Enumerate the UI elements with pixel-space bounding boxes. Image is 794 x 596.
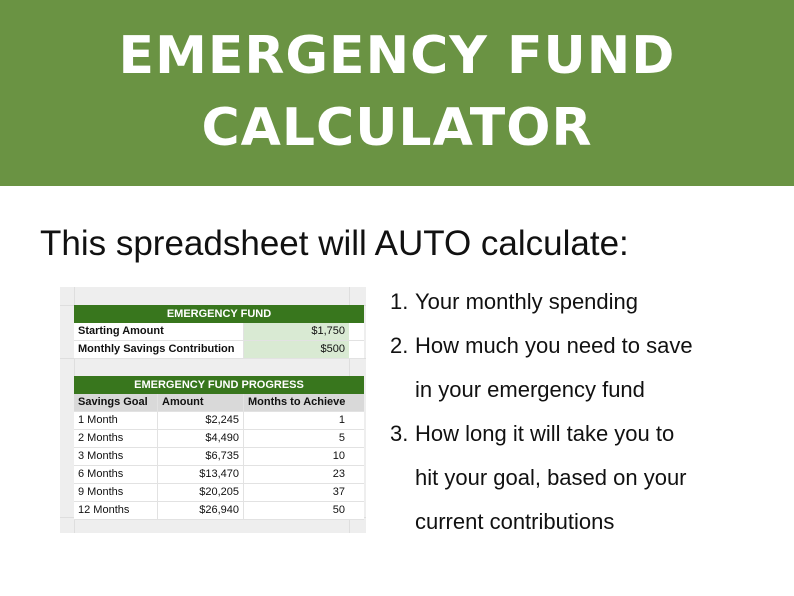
months-cell: 1 — [338, 414, 345, 426]
table-row — [74, 484, 364, 502]
title-banner — [0, 0, 794, 186]
list-item — [390, 280, 790, 324]
savings-goal-cell: 9 Months — [74, 484, 158, 501]
table-row — [74, 466, 364, 484]
list-text: How long it will take you to — [415, 421, 675, 446]
banner-title-line-1: EMERGENCY FUND — [118, 26, 676, 86]
savings-goal-cell: 3 Months — [74, 448, 158, 465]
amount-cell: $20,205 — [158, 484, 244, 501]
list-text: How much you need to save — [415, 333, 693, 358]
months-cell: 5 — [338, 432, 345, 444]
months-cell: 50 — [332, 504, 345, 516]
table-row — [74, 448, 364, 466]
table-row — [74, 430, 364, 448]
amount-cell: $2,245 — [158, 412, 244, 429]
savings-goal-cell: 6 Months — [74, 466, 158, 483]
starting-amount-row — [74, 323, 364, 341]
amount-cell: $26,940 — [158, 502, 244, 519]
subtitle: This spreadsheet will AUTO calculate: — [40, 224, 629, 263]
savings-goal-cell: 1 Month — [74, 412, 158, 429]
banner-title-line-2: CALCULATOR — [201, 98, 593, 158]
savings-goal-cell: 2 Months — [74, 430, 158, 447]
months-cell: 10 — [332, 450, 345, 462]
feature-list — [390, 280, 790, 544]
progress-table — [74, 376, 364, 520]
progress-header: EMERGENCY FUND PROGRESS — [74, 376, 364, 394]
amount-cell: $4,490 — [158, 430, 244, 447]
column-header-months: Months to Achieve — [244, 394, 349, 411]
spreadsheet-preview — [60, 287, 366, 533]
amount-cell: $6,735 — [158, 448, 244, 465]
list-number: 2. — [390, 333, 409, 358]
months-cell: 23 — [332, 468, 345, 480]
savings-goal-cell: 12 Months — [74, 502, 158, 519]
progress-column-headers — [74, 394, 364, 412]
list-text: Your monthly spending — [415, 289, 639, 314]
column-header-amount: Amount — [158, 394, 244, 411]
table-row — [74, 412, 364, 430]
starting-amount-label: Starting Amount — [74, 323, 244, 340]
table-row — [74, 502, 364, 520]
monthly-contribution-value: $500 — [244, 341, 349, 358]
list-number: 3. — [390, 421, 409, 446]
list-text: current contributions — [415, 509, 615, 534]
list-item — [390, 412, 790, 544]
monthly-contribution-row — [74, 341, 364, 359]
amount-cell: $13,470 — [158, 466, 244, 483]
emergency-fund-header: EMERGENCY FUND — [74, 305, 364, 323]
list-item — [390, 324, 790, 412]
list-text: hit your goal, based on your — [415, 465, 687, 490]
emergency-fund-table — [74, 305, 364, 359]
column-header-savings-goal: Savings Goal — [74, 394, 158, 411]
months-cell: 37 — [332, 486, 345, 498]
starting-amount-value: $1,750 — [244, 323, 349, 340]
monthly-contribution-label: Monthly Savings Contribution — [74, 341, 244, 358]
list-text: in your emergency fund — [415, 377, 645, 402]
list-number: 1. — [390, 289, 409, 314]
